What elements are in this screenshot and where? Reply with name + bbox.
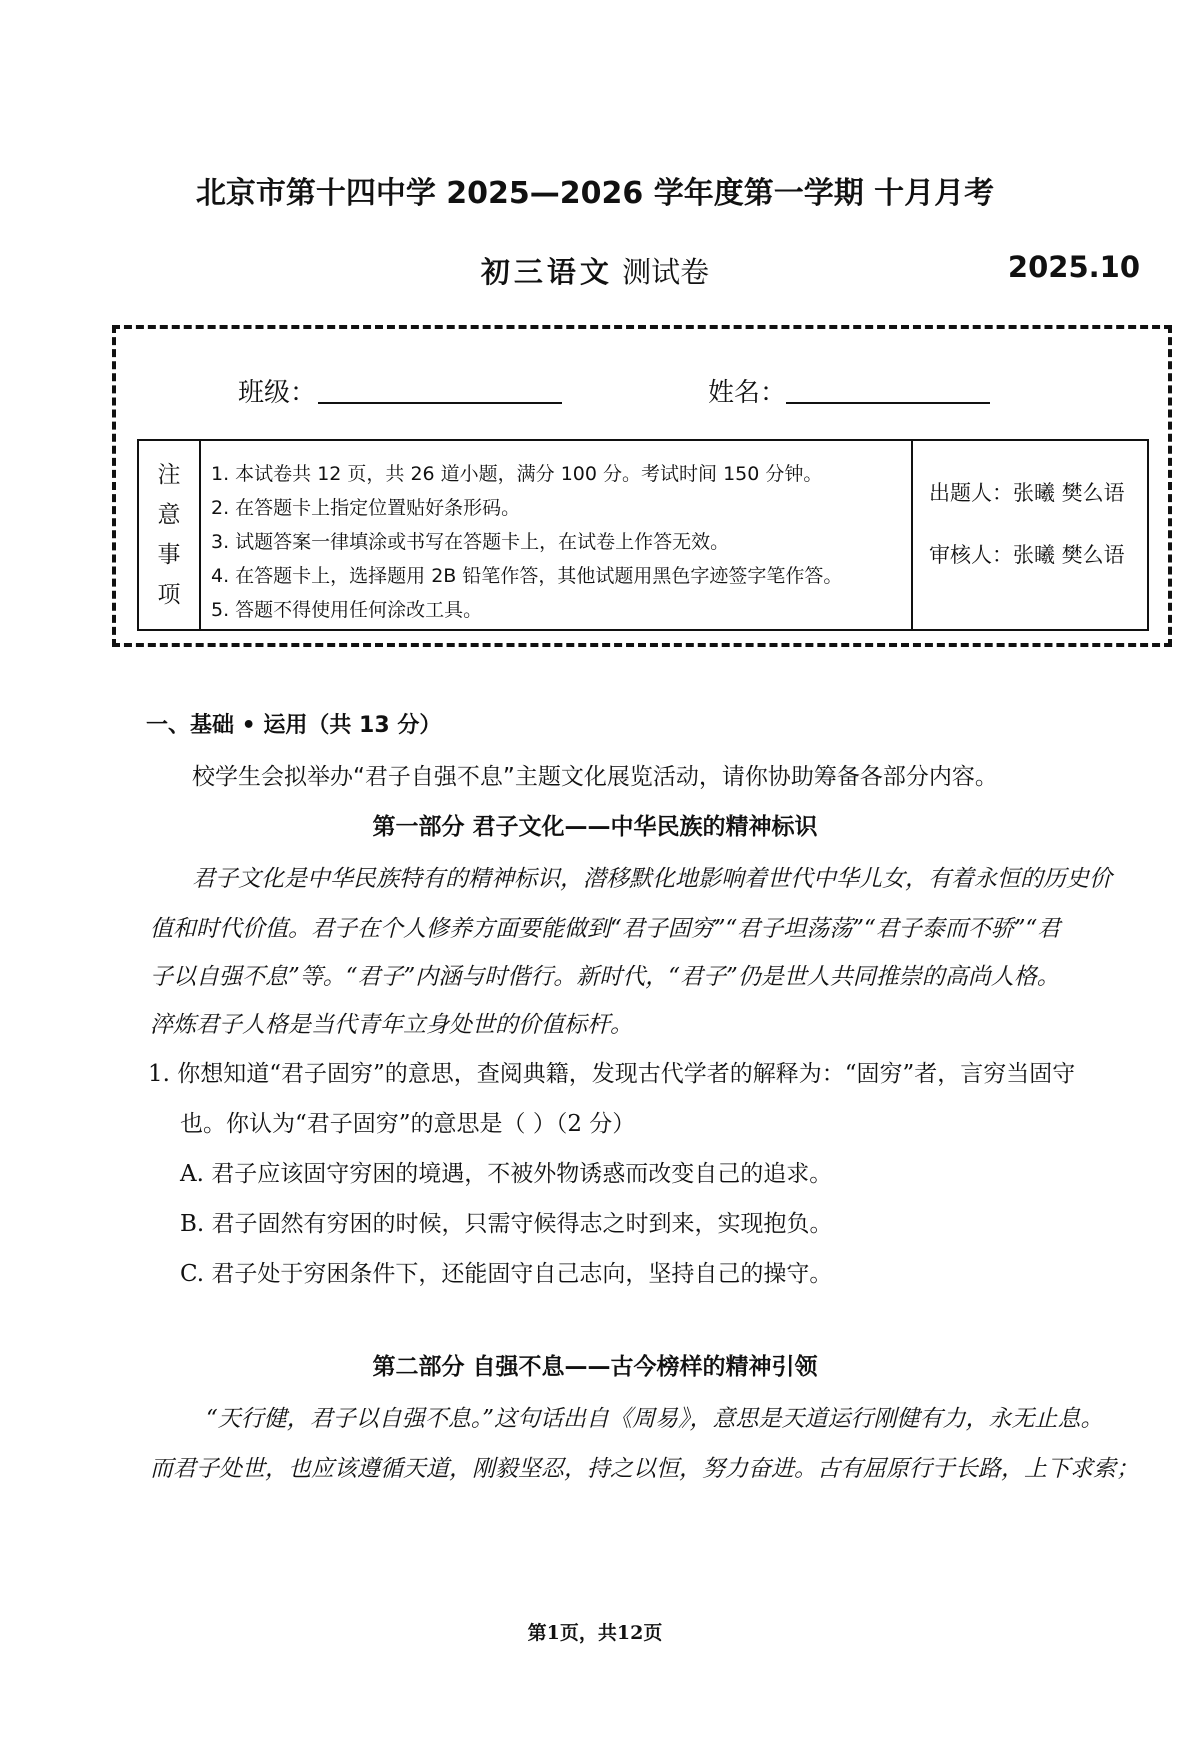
notice-heading-char: 意	[157, 502, 181, 528]
notice-item: 3. 试题答案一律填涂或书写在答题卡上，在试卷上作答无效。	[211, 531, 730, 553]
notice-heading	[139, 441, 201, 629]
part2-line: 而君子处世，也应该遵循天道，刚毅坚忍，持之以恒，努力奋进。古有屈原行于长路，上下求索；	[150, 1456, 1139, 1482]
notice-item: 2. 在答题卡上指定位置贴好条形码。	[211, 497, 521, 519]
notice-item: 4. 在答题卡上，选择题用 2B 铅笔作答，其他试题用黑色字迹签字笔作答。	[211, 565, 843, 587]
name-blank[interactable]	[786, 402, 990, 404]
part1-line: 君子文化是中华民族特有的精神标识，潜移默化地影响着世代中华儿女，有着永恒的历史价	[192, 866, 1112, 892]
notice-heading-char: 事	[157, 542, 181, 568]
part1-line: 淬炼君子人格是当代青年立身处世的价值标杆。	[150, 1012, 633, 1038]
reviewer-text: 审核人：张曦 樊么语	[929, 543, 1125, 567]
part1-title: 第一部分 君子文化——中华民族的精神标识	[372, 814, 818, 840]
question-1-stem: 1. 你想知道“君子固穷”的意思，查阅典籍，发现古代学者的解释为：“固穷”者，言穷当固守	[148, 1061, 1076, 1087]
option-a: A. 君子应该固守穷困的境遇，不被外物诱惑而改变自己的追求。	[180, 1161, 833, 1187]
notice-items	[211, 457, 871, 627]
notice-table	[137, 439, 1149, 631]
notice-item: 5. 答题不得使用任何涂改工具。	[211, 599, 483, 621]
name-label: 姓名：	[708, 378, 787, 408]
part1-line: 值和时代价值。君子在个人修养方面要能做到“君子固穷”“君子坦荡荡”“君子泰而不骄”“君	[150, 916, 1061, 942]
option-c: C. 君子处于穷困条件下，还能固守自己志向，坚持自己的操守。	[180, 1261, 833, 1287]
class-blank[interactable]	[318, 402, 562, 404]
section-heading: 一、基础 • 运用（共 13 分）	[146, 713, 442, 738]
question-1-stem-cont: 也。你认为“君子固穷”的意思是（ ）（2 分）	[180, 1111, 636, 1137]
subtitle-row	[0, 250, 1190, 294]
author-text: 出题人：张曦 樊么语	[929, 481, 1125, 505]
notice-heading-char: 注	[157, 462, 181, 488]
notice-staff	[911, 441, 1149, 629]
subject-name: 初三语文	[480, 255, 613, 289]
exam-title: 北京市第十四中学 2025—2026 学年度第一学期 十月月考	[195, 176, 995, 211]
section-intro: 校学生会拟举办“君子自强不息”主题文化展览活动，请你协助筹备各部分内容。	[192, 764, 998, 790]
part2-title: 第二部分 自强不息——古今榜样的精神引领	[372, 1354, 818, 1380]
part2-line: “天行健，君子以自强不息。”这句话出自《周易》，意思是天道运行刚健有力，永无止息。	[206, 1406, 1104, 1432]
notice-item: 1. 本试卷共 12 页，共 26 道小题，满分 100 分。考试时间 150 分钟。	[211, 463, 823, 485]
part1-line: 子以自强不息”等。“君子”内涵与时偕行。新时代，“君子”仍是世人共同推崇的高尚人格。	[150, 964, 1060, 990]
notice-heading-char: 项	[157, 582, 181, 608]
class-label: 班级：	[238, 378, 317, 408]
option-b: B. 君子固然有穷困的时候，只需守候得志之时到来，实现抱负。	[180, 1211, 833, 1237]
subject-suffix: 测试卷	[622, 255, 710, 289]
exam-date: 2025.10	[1007, 250, 1140, 284]
page-number: 第1页，共12页	[527, 1622, 663, 1644]
